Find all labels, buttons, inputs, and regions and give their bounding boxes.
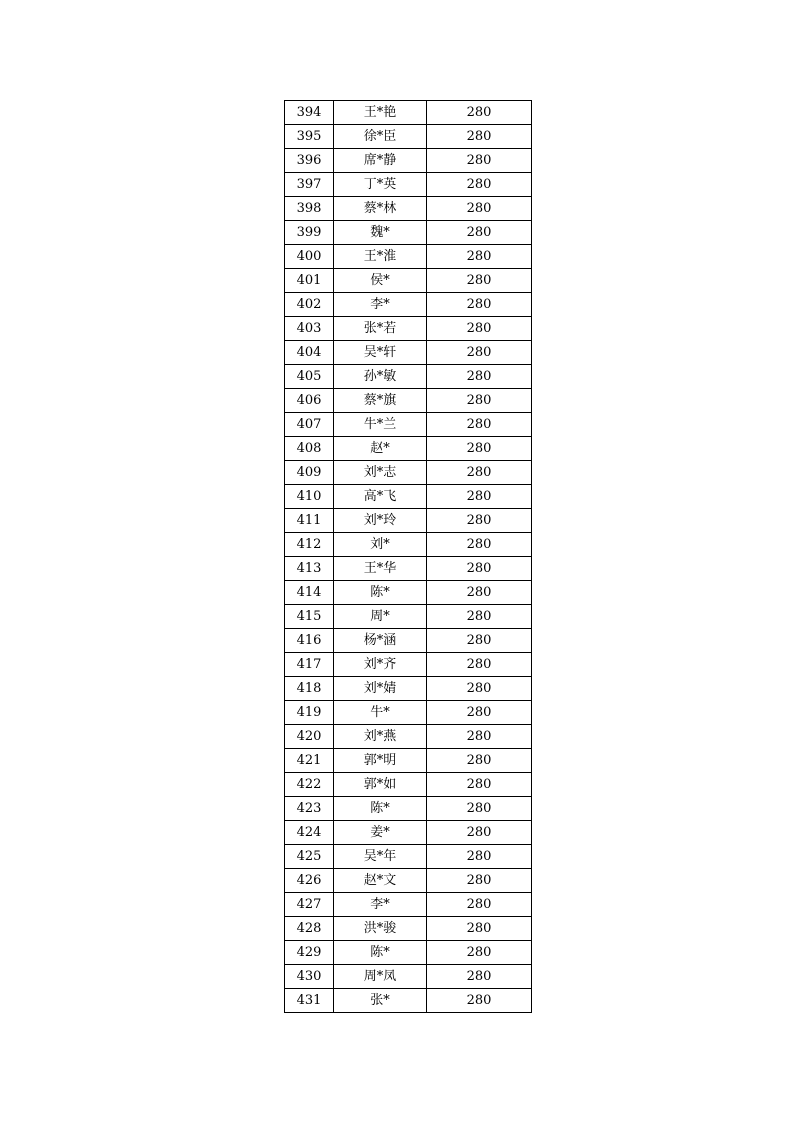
- amount-cell: 280: [427, 989, 532, 1013]
- table-row: [285, 293, 532, 317]
- row-number-cell: 401: [285, 269, 334, 293]
- name-cell: 刘*燕: [334, 725, 427, 749]
- amount-cell: 280: [427, 557, 532, 581]
- name-cell: 李*: [334, 893, 427, 917]
- amount-cell: 280: [427, 245, 532, 269]
- amount-cell: 280: [427, 125, 532, 149]
- row-number-cell: 431: [285, 989, 334, 1013]
- table-row: [285, 917, 532, 941]
- roster-table: [284, 100, 532, 1013]
- name-cell: 蔡*林: [334, 197, 427, 221]
- name-cell: 刘*婧: [334, 677, 427, 701]
- row-number-cell: 419: [285, 701, 334, 725]
- row-number-cell: 414: [285, 581, 334, 605]
- row-number-cell: 421: [285, 749, 334, 773]
- amount-cell: 280: [427, 293, 532, 317]
- table-row: [285, 125, 532, 149]
- row-number-cell: 398: [285, 197, 334, 221]
- table-row: [285, 797, 532, 821]
- row-number-cell: 397: [285, 173, 334, 197]
- row-number-cell: 413: [285, 557, 334, 581]
- name-cell: 孙*敏: [334, 365, 427, 389]
- name-cell: 赵*: [334, 437, 427, 461]
- row-number-cell: 412: [285, 533, 334, 557]
- name-cell: 周*凤: [334, 965, 427, 989]
- table-row: [285, 437, 532, 461]
- row-number-cell: 426: [285, 869, 334, 893]
- name-cell: 丁*英: [334, 173, 427, 197]
- row-number-cell: 402: [285, 293, 334, 317]
- row-number-cell: 407: [285, 413, 334, 437]
- table-row: [285, 749, 532, 773]
- name-cell: 牛*兰: [334, 413, 427, 437]
- name-cell: 王*华: [334, 557, 427, 581]
- name-cell: 刘*志: [334, 461, 427, 485]
- name-cell: 吴*轩: [334, 341, 427, 365]
- name-cell: 王*淮: [334, 245, 427, 269]
- table-row: [285, 389, 532, 413]
- table-row: [285, 581, 532, 605]
- table-row: [285, 101, 532, 125]
- name-cell: 杨*涵: [334, 629, 427, 653]
- name-cell: 郭*如: [334, 773, 427, 797]
- table-row: [285, 845, 532, 869]
- name-cell: 张*若: [334, 317, 427, 341]
- amount-cell: 280: [427, 317, 532, 341]
- table-row: [285, 461, 532, 485]
- amount-cell: 280: [427, 509, 532, 533]
- name-cell: 侯*: [334, 269, 427, 293]
- amount-cell: 280: [427, 341, 532, 365]
- row-number-cell: 411: [285, 509, 334, 533]
- table-row: [285, 941, 532, 965]
- table-row: [285, 173, 532, 197]
- amount-cell: 280: [427, 101, 532, 125]
- table-row: [285, 605, 532, 629]
- row-number-cell: 409: [285, 461, 334, 485]
- amount-cell: 280: [427, 917, 532, 941]
- row-number-cell: 408: [285, 437, 334, 461]
- name-cell: 刘*齐: [334, 653, 427, 677]
- name-cell: 张*: [334, 989, 427, 1013]
- amount-cell: 280: [427, 269, 532, 293]
- amount-cell: 280: [427, 413, 532, 437]
- table-row: [285, 677, 532, 701]
- row-number-cell: 404: [285, 341, 334, 365]
- row-number-cell: 395: [285, 125, 334, 149]
- amount-cell: 280: [427, 677, 532, 701]
- name-cell: 魏*: [334, 221, 427, 245]
- table-row: [285, 149, 532, 173]
- name-cell: 席*静: [334, 149, 427, 173]
- row-number-cell: 400: [285, 245, 334, 269]
- row-number-cell: 425: [285, 845, 334, 869]
- name-cell: 郭*明: [334, 749, 427, 773]
- amount-cell: 280: [427, 461, 532, 485]
- row-number-cell: 428: [285, 917, 334, 941]
- row-number-cell: 417: [285, 653, 334, 677]
- name-cell: 陈*: [334, 581, 427, 605]
- row-number-cell: 406: [285, 389, 334, 413]
- table-row: [285, 197, 532, 221]
- table-row: [285, 245, 532, 269]
- row-number-cell: 410: [285, 485, 334, 509]
- table-row: [285, 989, 532, 1013]
- name-cell: 高*飞: [334, 485, 427, 509]
- amount-cell: 280: [427, 197, 532, 221]
- table-row: [285, 341, 532, 365]
- row-number-cell: 427: [285, 893, 334, 917]
- table-row: [285, 317, 532, 341]
- table-row: [285, 725, 532, 749]
- amount-cell: 280: [427, 773, 532, 797]
- table-row: [285, 533, 532, 557]
- name-cell: 牛*: [334, 701, 427, 725]
- amount-cell: 280: [427, 221, 532, 245]
- name-cell: 蔡*旗: [334, 389, 427, 413]
- amount-cell: 280: [427, 365, 532, 389]
- amount-cell: 280: [427, 437, 532, 461]
- row-number-cell: 420: [285, 725, 334, 749]
- name-cell: 李*: [334, 293, 427, 317]
- name-cell: 王*艳: [334, 101, 427, 125]
- table-row: [285, 269, 532, 293]
- amount-cell: 280: [427, 941, 532, 965]
- table-row: [285, 893, 532, 917]
- amount-cell: 280: [427, 845, 532, 869]
- name-cell: 徐*臣: [334, 125, 427, 149]
- name-cell: 刘*玲: [334, 509, 427, 533]
- row-number-cell: 416: [285, 629, 334, 653]
- table-row: [285, 557, 532, 581]
- row-number-cell: 423: [285, 797, 334, 821]
- table-row: [285, 509, 532, 533]
- name-cell: 周*: [334, 605, 427, 629]
- table-row: [285, 485, 532, 509]
- name-cell: 洪*骏: [334, 917, 427, 941]
- amount-cell: 280: [427, 869, 532, 893]
- name-cell: 陈*: [334, 941, 427, 965]
- amount-cell: 280: [427, 653, 532, 677]
- amount-cell: 280: [427, 749, 532, 773]
- row-number-cell: 429: [285, 941, 334, 965]
- amount-cell: 280: [427, 797, 532, 821]
- row-number-cell: 430: [285, 965, 334, 989]
- amount-cell: 280: [427, 533, 532, 557]
- amount-cell: 280: [427, 701, 532, 725]
- table-row: [285, 221, 532, 245]
- amount-cell: 280: [427, 893, 532, 917]
- name-cell: 陈*: [334, 797, 427, 821]
- row-number-cell: 418: [285, 677, 334, 701]
- table-row: [285, 773, 532, 797]
- name-cell: 刘*: [334, 533, 427, 557]
- amount-cell: 280: [427, 581, 532, 605]
- amount-cell: 280: [427, 485, 532, 509]
- amount-cell: 280: [427, 389, 532, 413]
- row-number-cell: 415: [285, 605, 334, 629]
- table-row: [285, 701, 532, 725]
- name-cell: 吴*年: [334, 845, 427, 869]
- amount-cell: 280: [427, 605, 532, 629]
- table-row: [285, 965, 532, 989]
- name-cell: 姜*: [334, 821, 427, 845]
- amount-cell: 280: [427, 173, 532, 197]
- amount-cell: 280: [427, 149, 532, 173]
- table-row: [285, 653, 532, 677]
- amount-cell: 280: [427, 629, 532, 653]
- row-number-cell: 396: [285, 149, 334, 173]
- table-row: [285, 413, 532, 437]
- row-number-cell: 394: [285, 101, 334, 125]
- row-number-cell: 405: [285, 365, 334, 389]
- table-row: [285, 821, 532, 845]
- table-row: [285, 629, 532, 653]
- name-cell: 赵*文: [334, 869, 427, 893]
- row-number-cell: 424: [285, 821, 334, 845]
- row-number-cell: 403: [285, 317, 334, 341]
- roster-table-body: [285, 101, 532, 1013]
- amount-cell: 280: [427, 821, 532, 845]
- table-row: [285, 365, 532, 389]
- table-row: [285, 869, 532, 893]
- amount-cell: 280: [427, 965, 532, 989]
- amount-cell: 280: [427, 725, 532, 749]
- row-number-cell: 399: [285, 221, 334, 245]
- row-number-cell: 422: [285, 773, 334, 797]
